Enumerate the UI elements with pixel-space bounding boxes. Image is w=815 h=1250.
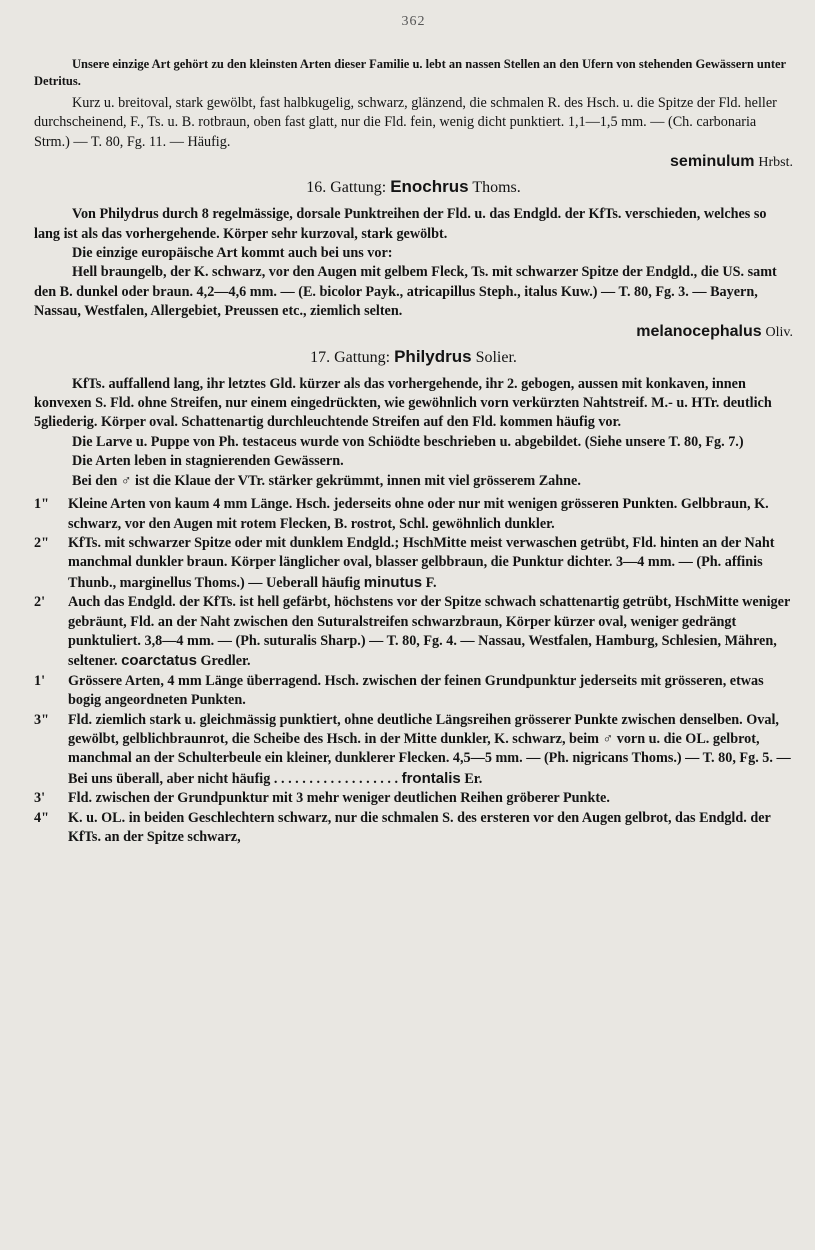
- philydrus-paragraph-2: Die Larve u. Puppe von Ph. testaceus wurde von Schiödte beschrieben u. abgebildet. (Siehe unsere T. 80, Fg. 7.): [72, 433, 744, 450]
- key-number: 3": [34, 711, 49, 728]
- genus-author: Solier.: [475, 348, 517, 366]
- species-author: Er.: [464, 770, 483, 787]
- species-author: F.: [425, 574, 437, 591]
- philydrus-paragraph-4: Bei den ♂ ist die Klaue der VTr. stärker gekrümmt, innen mit viel grösserem Zahne.: [72, 472, 581, 489]
- species-name: seminulum: [670, 153, 755, 171]
- key-number: 1': [34, 672, 46, 689]
- key-entry-3b: [34, 789, 793, 808]
- genus-name: Philydrus: [394, 346, 472, 366]
- enochrus-description: Hell braungelb, der K. schwarz, vor den Augen mit gelbem Fleck, Ts. mit schwarzer Spitze der Endgld., die US. samt den B. dunkel oder braun. 4,2—4,6 mm. — (E. bicolor Payk., atricapillus Steph., italus Kuw.) — T. 80, Fg. 3. — Bayern, Nassau, Westfalen, Allergebiet, Preussen etc., ziemlich selten.: [34, 264, 777, 320]
- key-text: Fld. zwischen der Grundpunktur mit 3 mehr weniger deutlichen Reihen gröberer Punkte.: [68, 790, 610, 807]
- enochrus-paragraph-2: Die einzige europäische Art kommt auch bei uns vor:: [72, 245, 393, 262]
- key-text: Auch das Endgld. der KfTs. ist hell gefärbt, höchstens vor der Spitze schwach schattenartig getrübt, HschMitte weniger gebräunt, Fld. an der Naht zwischen den Suturalstreifen schwarzbraun, Körper kürzer oval, weniger gedrängt punktuliert. 3,8—4 mm. — (Ph. suturalis Sharp.) — T. 80, Fg. 4. — Nassau, Westfalen, Hamburg, Schlesien, Mähren, seltener.: [68, 594, 790, 670]
- key-number: 2": [34, 534, 49, 551]
- melanocephalus-species-line: [34, 322, 793, 342]
- key-text: KfTs. mit schwarzer Spitze oder mit dunklem Endgld.; HschMitte meist verwaschen getrübt, Fld. hinten an der Naht manchmal dunkler braun. Körper länglicher oval, blasser gelbbraun, die Punktur dichter. 3—4 mm. — (Ph. affinis Thunb., marginellus Thoms.) — Ueberall häufig: [68, 534, 775, 591]
- key-text-block: [68, 593, 793, 672]
- species-author: Hrbst.: [758, 155, 793, 171]
- species-name: melanocephalus: [636, 322, 762, 340]
- key-text: Grössere Arten, 4 mm Länge überragend. Hsch. zwischen der feinen Grundpunktur jederseits mit grösseren, etwas bogig angeordneten Punkten.: [68, 672, 764, 709]
- seminulum-species-line: [34, 152, 793, 172]
- species-author: Oliv.: [765, 324, 793, 340]
- page-number: 362: [401, 14, 426, 29]
- intro-paragraph: Unsere einzige Art gehört zu den kleinsten Arten dieser Familie u. lebt an nassen Stellen an den Ufern von stehenden Gewässern unter Detritus.: [34, 57, 786, 88]
- philydrus-paragraph-3: Die Arten leben in stagnierenden Gewässern.: [72, 453, 344, 470]
- key-number: 2': [34, 594, 46, 611]
- key-text: Kleine Arten von kaum 4 mm Länge. Hsch. jederseits ohne oder nur mit wenigen grösseren Punkten. Gelbbraun, K. schwarz, vor den Augen mit rotem Flecken, B. rostrot, Schl. gewöhnlich dunkler.: [68, 496, 769, 532]
- key-entry-1b: [34, 672, 793, 711]
- species-author: Gredler.: [200, 653, 251, 670]
- key-number: 4": [34, 809, 49, 826]
- genus-prefix: 17. Gattung:: [310, 348, 391, 366]
- key-entry-4a: [34, 809, 793, 848]
- key-number: 1": [34, 496, 49, 513]
- genus-heading-17: [34, 346, 793, 369]
- genus-author: Thoms.: [472, 179, 521, 197]
- species-name: coarctatus: [121, 652, 197, 670]
- species-name: minutus: [363, 573, 423, 591]
- key-entry-1a: [34, 495, 793, 534]
- key-text-block: [68, 711, 793, 790]
- key-number: 3': [34, 790, 46, 807]
- species-name: frontalis: [401, 769, 461, 787]
- genus-prefix: 16. Gattung:: [306, 179, 387, 197]
- philydrus-paragraph-1: KfTs. auffallend lang, ihr letztes Gld. kürzer als das vorhergehende, ihr 2. gebogen, aussen mit konkaven, innen konvexen S. Fld. ohne Streifen, nur einem eingedrückten, wie gewöhnlich vorn verkürzten Nahtstreif. M.- u. HTr. deutlich 5gliederig. Körper oval. Schattenartig durchleuchtende Streifen auf den Fld. kommen häufig vor.: [34, 375, 772, 431]
- key-text-block: [68, 534, 793, 593]
- seminulum-description: Kurz u. breitoval, stark gewölbt, fast halbkugelig, schwarz, glänzend, die schmalen R. des Hsch. u. die Spitze der Fld. heller durchscheinend, F., Ts. u. B. rotbraun, oben fast glatt, nur die Fld. fein, wenig dicht punktiert. 1,1—1,5 mm. — (Ch. carbonaria Strm.) — T. 80, Fg. 11. — Häufig.: [34, 95, 777, 150]
- key-entry-2a: [34, 534, 793, 593]
- key-entry-2b: [34, 593, 793, 672]
- genus-name: Enochrus: [390, 177, 469, 197]
- key-text: Fld. ziemlich stark u. gleichmässig punktiert, ohne deutliche Längsreihen grösserer Punkte zwischen denselben. Oval, gewölbt, gelblichbraunrot, die Scheibe des Hsch. in der Mitte dunkler, K. schwarz, beim ♂ vorn u. die OL. gelbrot, manchmal an der Schulterbeule ein kleiner, dunklerer Flecken. 4,5—5 mm. — (Ph. nigricans Thoms.) — T. 80, Fg. 5. — Bei uns überall, aber nicht häufig . . . . . . . . . . . . . . . . . .: [68, 711, 791, 787]
- enochrus-paragraph-1: Von Philydrus durch 8 regelmässige, dorsale Punktreihen der Fld. u. das Endgld. der KfTs. verschieden, welches so lang ist als das vorhergehende. Körper sehr kurzoval, stark gewölbt.: [34, 206, 767, 242]
- key-text: K. u. OL. in beiden Geschlechtern schwarz, nur die schmalen S. des ersteren vor den Augen gelbrot, das Endgld. der KfTs. an der Spitze schwarz,: [68, 809, 771, 845]
- key-entry-3a: [34, 711, 793, 790]
- genus-heading-16: [34, 176, 793, 199]
